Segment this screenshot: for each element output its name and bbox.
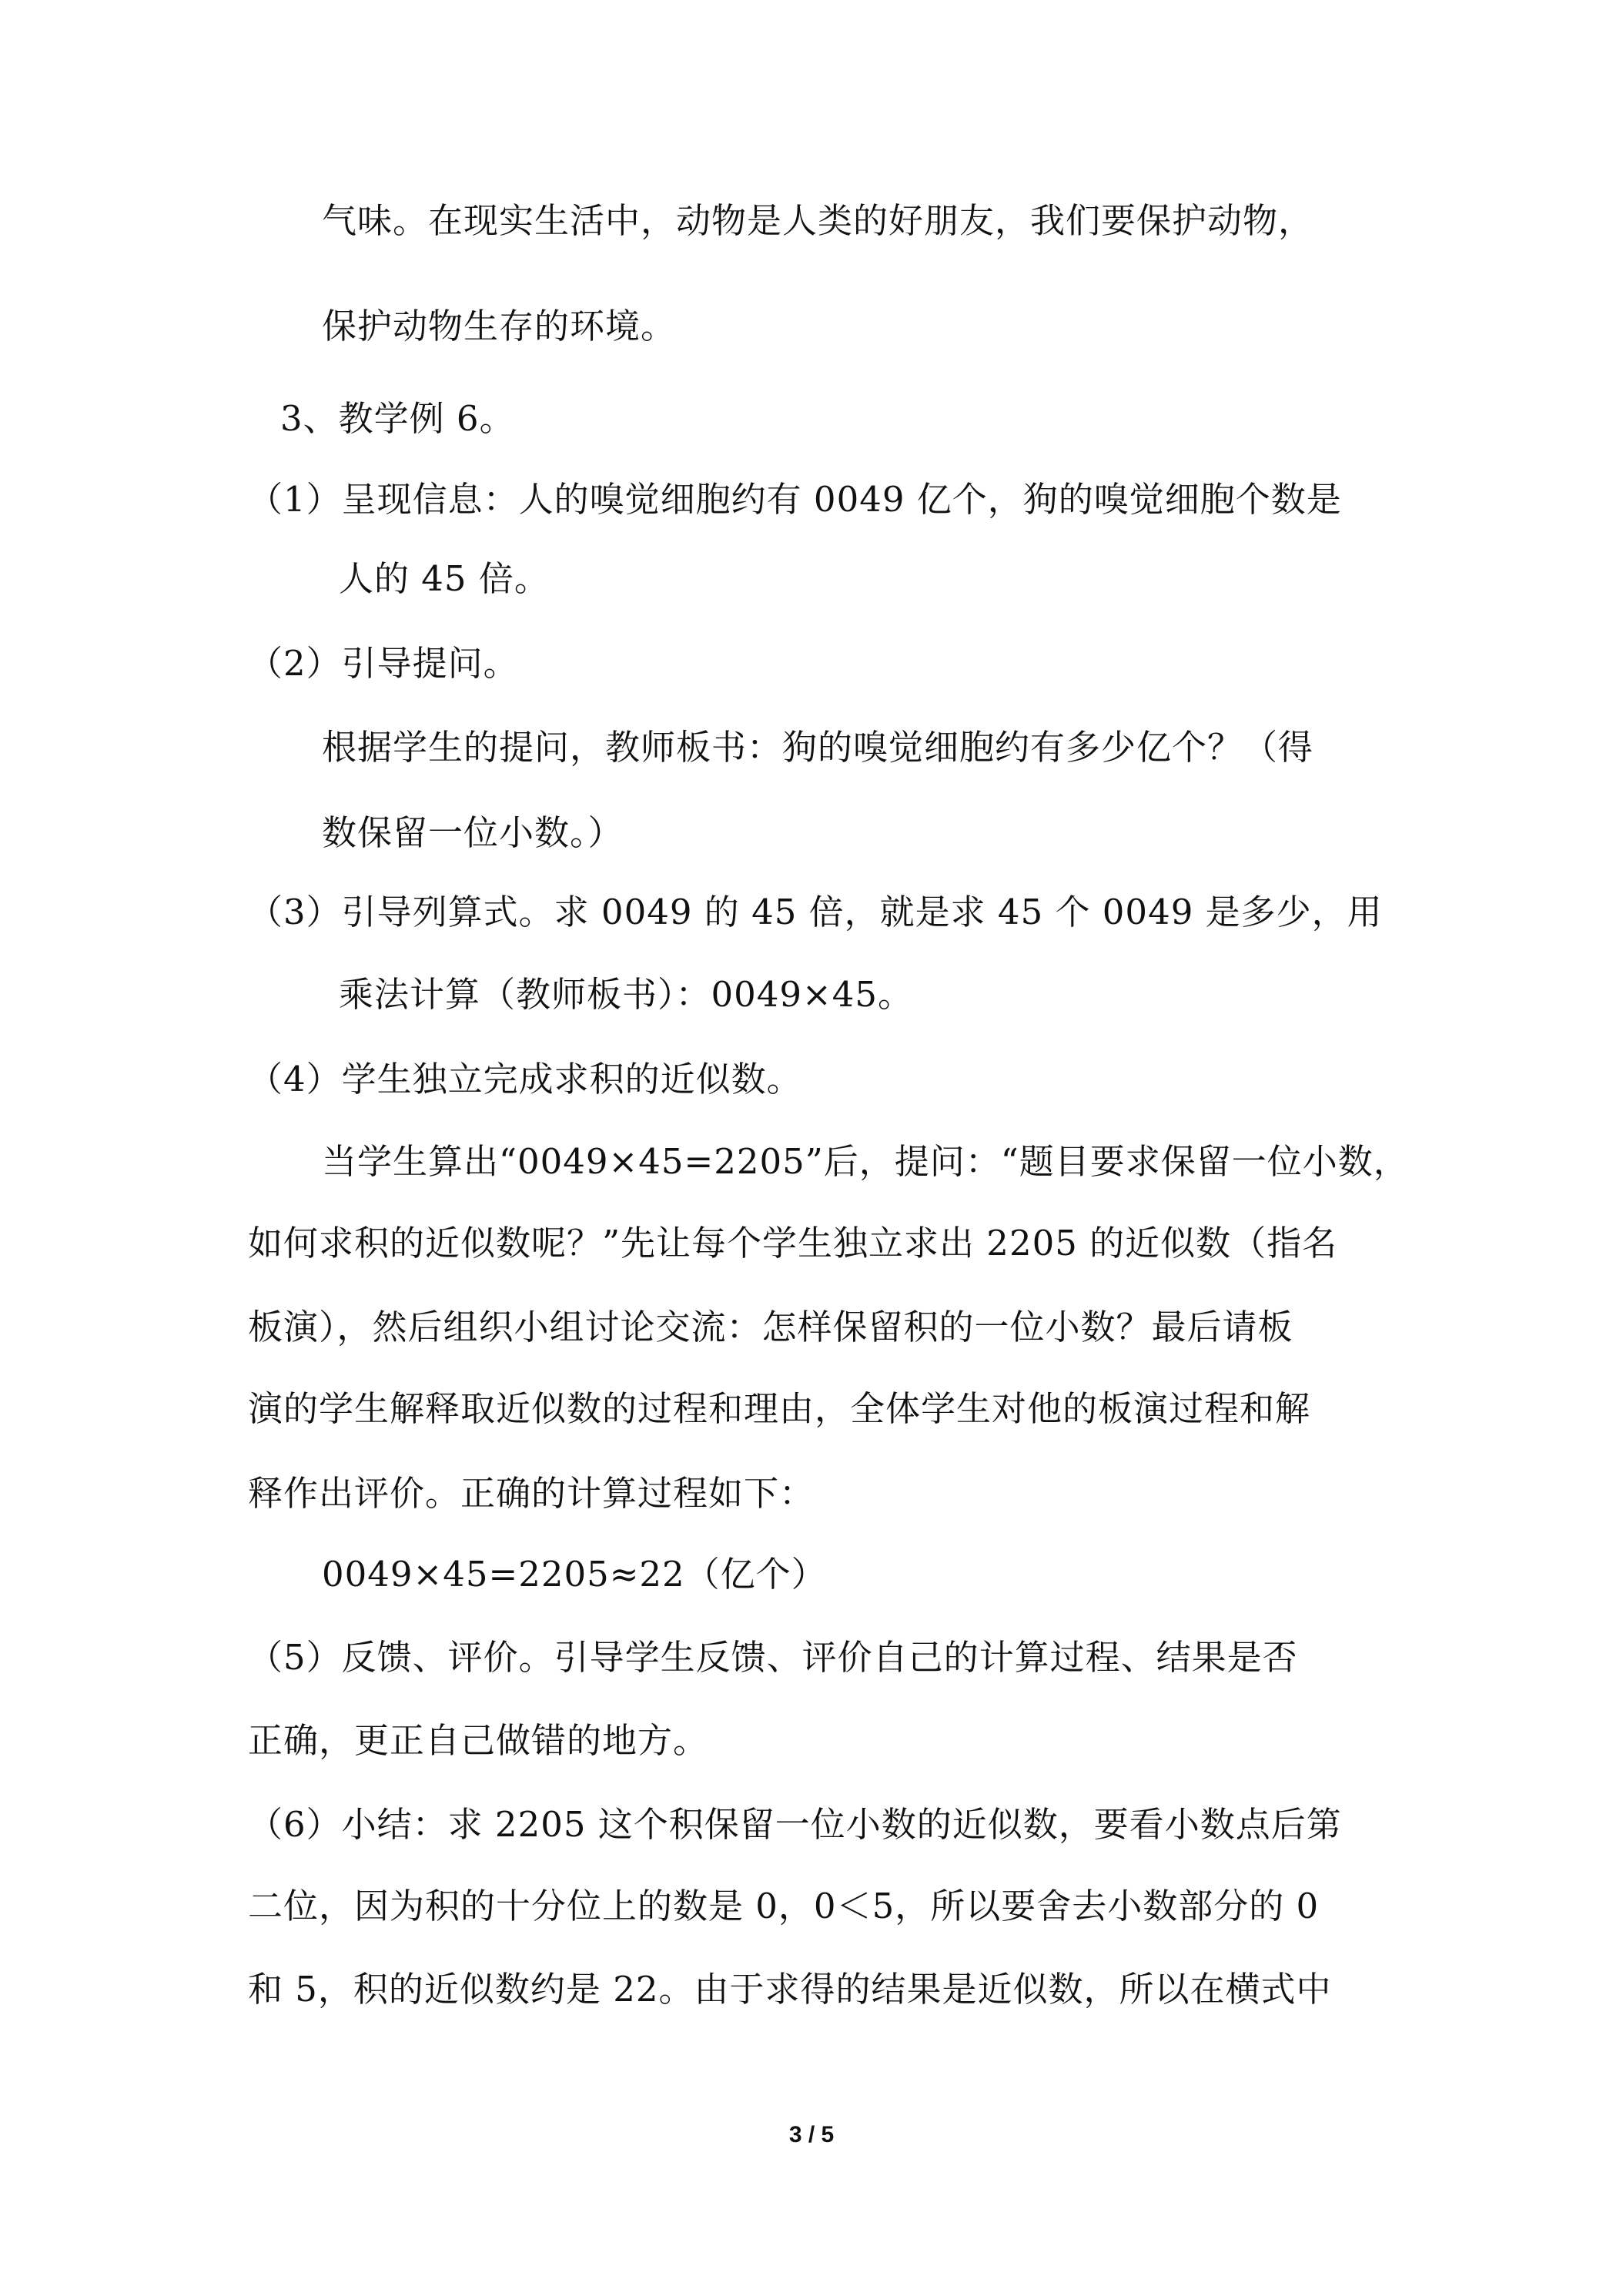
page-number: 3 / 5 xyxy=(788,2122,835,2147)
formula-line: 0049×45=2205≈22（亿个） xyxy=(322,1554,827,1595)
paragraph-line: 正确，更正自己做错的地方。 xyxy=(248,1720,709,1761)
paragraph-line: 板演），然后组织小组讨论交流：怎样保留积的一位小数？最后请板 xyxy=(248,1307,1293,1347)
paragraph-line: 二位，因为积的十分位上的数是 0，0＜5，所以要舍去小数部分的 0 xyxy=(248,1886,1320,1926)
section-heading: 3、教学例 6。 xyxy=(280,398,515,439)
paragraph-line: 乘法计算（教师板书）：0049×45。 xyxy=(339,974,913,1015)
paragraph-line: （5）反馈、评价。引导学生反馈、评价自己的计算过程、结果是否 xyxy=(248,1637,1298,1678)
paragraph-line: 如何求积的近似数呢？”先让每个学生独立求出 2205 的近似数（指名 xyxy=(248,1223,1338,1263)
paragraph-line: （1）呈现信息：人的嗅觉细胞约有 0049 亿个，狗的嗅觉细胞个数是 xyxy=(248,479,1342,520)
paragraph-line: 根据学生的提问，教师板书：狗的嗅觉细胞约有多少亿个？（得 xyxy=(322,727,1314,768)
paragraph-line: （4）学生独立完成求积的近似数。 xyxy=(248,1059,802,1099)
paragraph-line: 数保留一位小数。） xyxy=(322,812,624,853)
paragraph-line: 和 5，积的近似数约是 22。由于求得的结果是近似数，所以在横式中 xyxy=(248,1969,1332,2010)
paragraph-line: （3）引导列算式。求 0049 的 45 倍，就是求 45 个 0049 是多少，用 xyxy=(248,892,1383,932)
paragraph-line: 保护动物生存的环境。 xyxy=(322,306,677,346)
paragraph-line: 当学生算出“0049×45=2205”后，提问：“题目要求保留一位小数， xyxy=(322,1141,1409,1182)
paragraph-line: （2）引导提问。 xyxy=(248,643,519,684)
paragraph-line: （6）小结：求 2205 这个积保留一位小数的近似数，要看小数点后第 xyxy=(248,1804,1342,1845)
paragraph-line: 演的学生解释取近似数的过程和理由，全体学生对他的板演过程和解 xyxy=(248,1388,1311,1429)
paragraph-line: 释作出评价。正确的计算过程如下： xyxy=(248,1473,815,1514)
paragraph-line: 气味。在现实生活中，动物是人类的好朋友，我们要保护动物， xyxy=(322,200,1314,241)
paragraph-line: 人的 45 倍。 xyxy=(339,558,550,599)
